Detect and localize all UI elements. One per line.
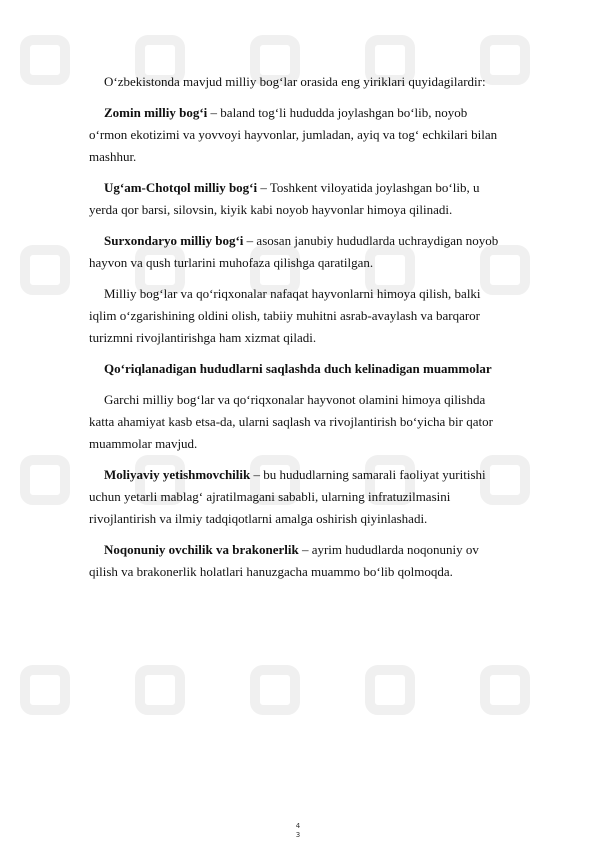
poaching-description: – ayrim hududlarda noqonuniy ov qilish va brakonerlik holatlari hanuzgacha muammo bo‘lib qolmoqda. [89, 542, 479, 579]
page-number [292, 822, 304, 840]
zomin-park-description: – baland tog‘li hududda joylashgan bo‘lib, noyob o‘rmon ekotizimi va yovvoyi hayvonlar, jumladan, ayiq va tog‘ echkilari bilan mashhur. [89, 105, 498, 164]
poaching-paragraph [89, 539, 501, 583]
financial-shortage-description: – bu hududlarning samarali faoliyat yuritishi uchun yetarli mablag‘ ajratilmagani sababli, ularning infratuzilmasini rivojlantirish va ilmiy tadqiqotlarni amalga oshirish qiyinlashadi. [89, 467, 486, 526]
financial-shortage-title: Moliyaviy yetishmovchilik [104, 467, 251, 482]
page-number-line-1: 4 [295, 822, 301, 830]
section-heading: Qo‘riqlanadigan hududlarni saqlashda duch kelinadigan muammolar [104, 361, 492, 376]
zomin-park-paragraph [89, 102, 501, 168]
problems-intro-paragraph: Garchi milliy bog‘lar va qo‘riqxonalar hayvonot olamini himoya qilishda katta ahamiyat kasb etsa-da, ularni saqlash va rivojlantirish bo‘yicha bir qator muammolar mavjud. [89, 392, 493, 451]
financial-shortage-paragraph [89, 464, 501, 530]
ugam-chotqol-park-title: Ug‘am-Chotqol milliy bog‘i [104, 180, 258, 195]
poaching-title: Noqonuniy ovchilik va brakonerlik [104, 542, 299, 557]
surxondaryo-park-title: Surxondaryo milliy bog‘i [104, 233, 244, 248]
ugam-chotqol-park-paragraph [89, 177, 501, 221]
surxondaryo-park-description: – asosan janubiy hududlarda uchraydigan noyob hayvon va qush turlarini muhofaza qilishga qaratilgan. [89, 233, 499, 270]
page-number-line-2: 3 [295, 831, 301, 839]
zomin-park-title: Zomin milliy bog‘i [104, 105, 208, 120]
ugam-chotqol-park-description: – Toshkent viloyatida joylashgan bo‘lib, u yerda qor barsi, silovsin, kiyik kabi noyob hayvonlar himoya qilinadi. [89, 180, 480, 217]
document-body [89, 71, 501, 592]
intro-paragraph: O‘zbekistonda mavjud milliy bog‘lar orasida eng yiriklari quyidagilardir: [104, 74, 486, 89]
parks-role-paragraph: Milliy bog‘lar va qo‘riqxonalar nafaqat hayvonlarni himoya qilish, balki iqlim o‘zgarishining oldini olish, tabiiy muhitni asrab-avaylash va barqaror turizmni rivojlantirishga ham xizmat qiladi. [89, 286, 481, 345]
surxondaryo-park-paragraph [89, 230, 501, 274]
